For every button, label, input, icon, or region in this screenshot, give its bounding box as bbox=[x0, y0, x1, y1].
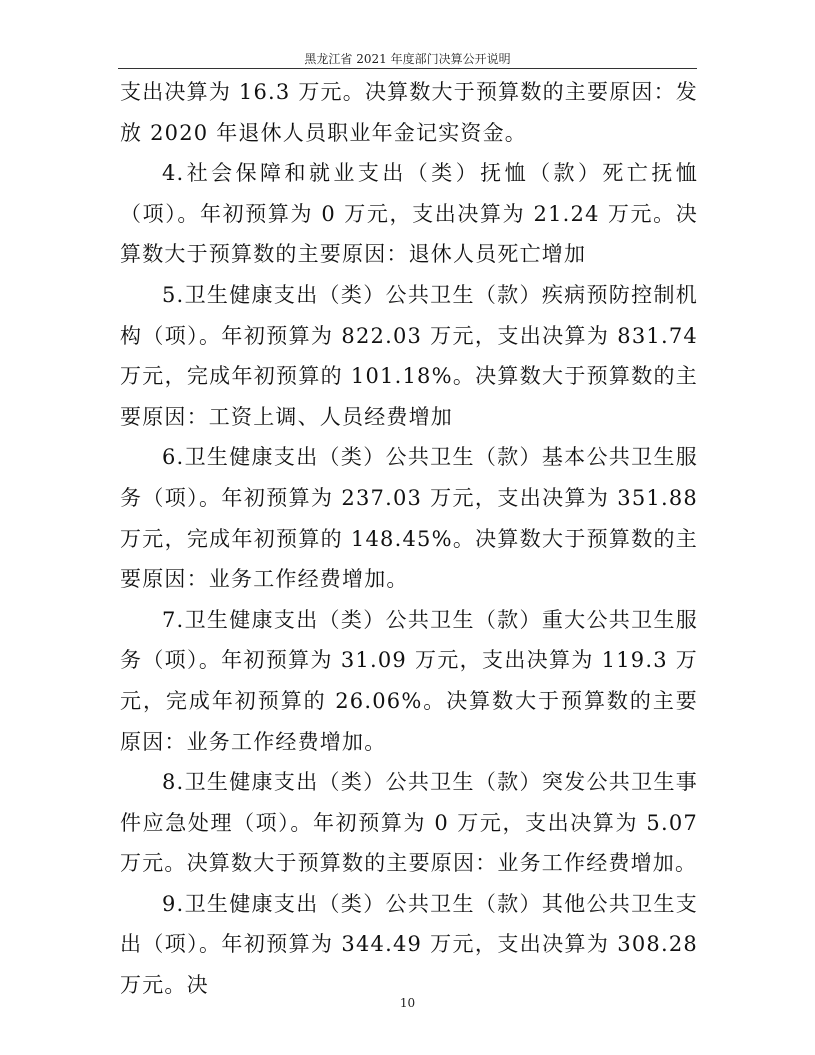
paragraph-continuation: 支出决算为 16.3 万元。决算数大于预算数的主要原因：发放 2020 年退休人员职业年金记实资金。 bbox=[120, 80, 698, 145]
paragraph-item-4: 4.社会保障和就业支出（类）抚恤（款）死亡抚恤（项）。年初预算为 0 万元，支出决算为 21.24 万元。决算数大于预算数的主要原因：退休人员死亡增加 bbox=[120, 161, 698, 267]
document-body bbox=[120, 72, 698, 1006]
paragraph-item-9: 9.卫生健康支出（类）公共卫生（款）其他公共卫生支出（项）。年初预算为 344.49 万元，支出决算为 308.28 万元。决 bbox=[120, 891, 698, 998]
paragraph-item-8: 8.卫生健康支出（类）公共卫生（款）突发公共卫生事件应急处理（项）。年初预算为 0 万元，支出决算为 5.07 万元。决算数大于预算数的主要原因：业务工作经费增加。 bbox=[120, 770, 698, 876]
page-header: 黑龙江省 2021 年度部门决算公开说明 bbox=[304, 52, 511, 66]
paragraph-item-5: 5.卫生健康支出（类）公共卫生（款）疾病预防控制机构（项）。年初预算为 822.03 万元，支出决算为 831.74 万元，完成年初预算的 101.18%。决算数大于预算数的主要原因：工资上调、人员经费增加 bbox=[120, 282, 698, 429]
header-divider bbox=[118, 68, 697, 69]
paragraph-item-7: 7.卫生健康支出（类）公共卫生（款）重大公共卫生服务（项）。年初预算为 31.09 万元，支出决算为 119.3 万元，完成年初预算的 26.06%。决算数大于预算数的主要原因：业务工作经费增加。 bbox=[120, 607, 698, 754]
paragraph-item-6: 6.卫生健康支出（类）公共卫生（款）基本公共卫生服务（项）。年初预算为 237.03 万元，支出决算为 351.88 万元，完成年初预算的 148.45%。决算数大于预算数的主要原因：业务工作经费增加。 bbox=[120, 445, 698, 592]
page-number: 10 bbox=[399, 996, 416, 1010]
